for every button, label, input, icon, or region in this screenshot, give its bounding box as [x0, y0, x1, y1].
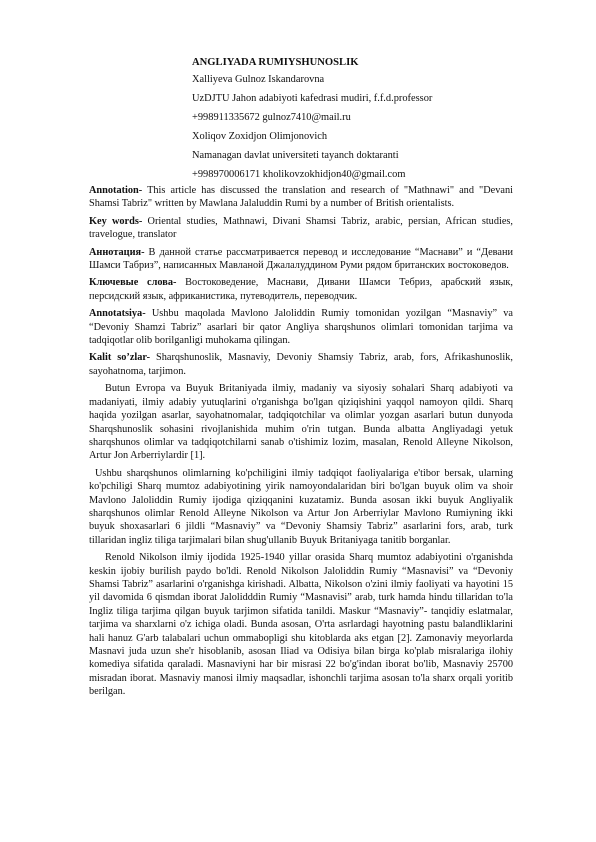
keywords-en-label: Key words- — [89, 215, 143, 227]
abstract-uz — [89, 307, 513, 347]
keywords-ru-text: Востоковедение, Маснави, Дивани Шамси Тебриз, арабский язык, персидский язык, африканистика, путеводитель, переводчик. — [89, 277, 514, 302]
keywords-uz-label: Kalit so’zlar- — [89, 352, 151, 364]
abstract-en-text: This article has discussed the translation and research of "Mathnawi" and "Devani Shamsi Tabriz" written by Mawlana Jalaluddin Rumi by a number of British orientalists. — [89, 185, 513, 210]
author-contact: +998911335672 gulnoz7410@mail.ru — [192, 112, 351, 123]
author-affiliation: UzDJTU Jahon adabiyoti kafedrasi mudiri, f.f.d.professor — [192, 93, 433, 104]
abstract-ru — [89, 246, 513, 273]
keywords-en — [89, 215, 513, 242]
author-name: Xalliyeva Gulnoz Iskandarovna — [192, 74, 325, 85]
abstract-en — [89, 184, 513, 211]
abstract-ru-text: В данной статье рассматривается перевод и исследование “Маснави” и “Девани Шамси Табриз”, написанных Мавланой Джалалуддином Руми рядом британских востоковедов. — [89, 246, 513, 272]
abstract-uz-text: Ushbu maqolada Mavlono Jaloliddin Rumiy tomonidan yozilgan “Masnaviy” va “Devoniy Shamzi Tabriz” asarlari bir qator Angliya sharqshunos olimlari tomonidan tarjima va tadqiqotlar olib borilganligi muhokama qilingan. — [89, 308, 513, 347]
abstract-ru-label: Аннотация- — [89, 246, 145, 258]
coauthor-affiliation: Namanagan davlat universiteti tayanch doktaranti — [192, 150, 399, 161]
keywords-uz — [89, 351, 513, 378]
keywords-en-text: Oriental studies, Mathnawi, Divani Shamsi Tabriz, arabic, persian, African studies, travelogue, translator — [89, 215, 513, 241]
abstract-uz-label: Annotatsiya- — [89, 308, 146, 320]
body-paragraph-2: Ushbu sharqshunos olimlarning ko'pchiligini ilmiy tadqiqot faoliyalariga e'tibor bersak, ularning ko'pchiligi Sharq mumtoz adabiyotining yirik namoyondalaridan biri bo'lgan buyuk olim va shoir Mavlono Jaloliddin Rumiy ijodiga qiziqqanini kuzatamiz. Bunda asosan ikki buyuk Angliyalik sharqshunos olimlar Renold Alleyne Nikolson va Artur Jon Arberriylar Mavlono Rumiyning ikki buyuk shoxasarlari 6 jildli “Masnaviy” va “Devoniy Shamsiy Tabriz” asarlarini fors, arab, turk tillaridan ingliz tiliga tarjimalari bilan shug'ullanib Buyuk Britaniyaga tanitib borganlar. — [89, 467, 513, 546]
coauthor-name: Xoliqov Zoxidjon Olimjonovich — [192, 131, 328, 142]
keywords-ru — [89, 276, 513, 303]
abstract-en-label: Annotation- — [89, 185, 143, 196]
body-paragraph-3: Renold Nikolson ilmiy ijodida 1925-1940 yillar orasida Sharq mumtoz adabiyotini o'rganishda keskin ijobiy burilish paydo bo'ldi. Renold Nikolson Jaloliddin Rumiy “Masnavisi” va “Devoniy Shamsi Tabriz” asarlarini o'rganishga kirishadi. Albatta, Nikolson o'zini ilmiy faoliyati va hayotini 15 yil davomida 6 qismdan iborat Jalolidddin Rumiy “Masnavisi” arab, turk hamda hindu tillaridan to'la Ingliz tiliga tarjima qilgan buyuk tarjimon sifatida tanildi. Maskur “Masnaviy”- tanqidiy eslatmalar, tarjima va sharxlarni o'z ichiga oladi. Bunda asosan, O'rta asrlardagi hayotning pastu balandliklarini hali hanuz G'arb talabalari uchun ommabopligi shu kitoblarda aks etgan [2]. Zamonaviy meyorlarda Masnavi juda uzun she'r hisoblanib, asosan Iliad va Odisiya bilan birga ko'plab misralariga ilohiy komediya sifatida qaraladi. Masnaviyni har bir misrasi 22 bo'g'indan iborat bo'lib, Masnaviy 25700 misradan iborat. Masnaviy manosi ilmiy maqsadlar, ishonchli tarjima asosan to'la sharx orqali yoritib berilgan. — [89, 552, 513, 698]
keywords-ru-label: Ключевые слова- — [89, 277, 177, 289]
article-title: ANGLIYADA RUMIYSHUNOSLIK — [192, 57, 359, 68]
coauthor-contact: +998970006171 kholikovzokhidjon40@gmail.com — [192, 169, 406, 180]
keywords-uz-text: Sharqshunoslik, Masnaviy, Devoniy Shamsiy Tabriz, arab, fors, Afrikashunoslik, sayohatnoma, tarjimon. — [89, 352, 513, 377]
article-body — [89, 184, 513, 703]
body-paragraph-1: Butun Evropa va Buyuk Britaniyada ilmiy, madaniy va siyosiy sohalari Sharq adabiyoti va madaniyati, ilmiy adabiy yutuqlarini o'rganishga bo'lgan qiziqishini yaqqol namoyon qildi. Sharq haqida yozilgan asarlar, sayohatnomalar, tadqiqotchilar va olimlar yozgan asarlari butun dunyoda Sharqshunoslik sohasini rivojlanishida muhim o'rin tutgan. Bunda albatta Angliyadagi yetuk sharqshunos olimlar va tadqiqotchilarni sanab o'tishimiz lozim, masalan, Renold Alleyne Nikolson, Artur Jon Arberriylardir [1]. — [89, 383, 513, 462]
